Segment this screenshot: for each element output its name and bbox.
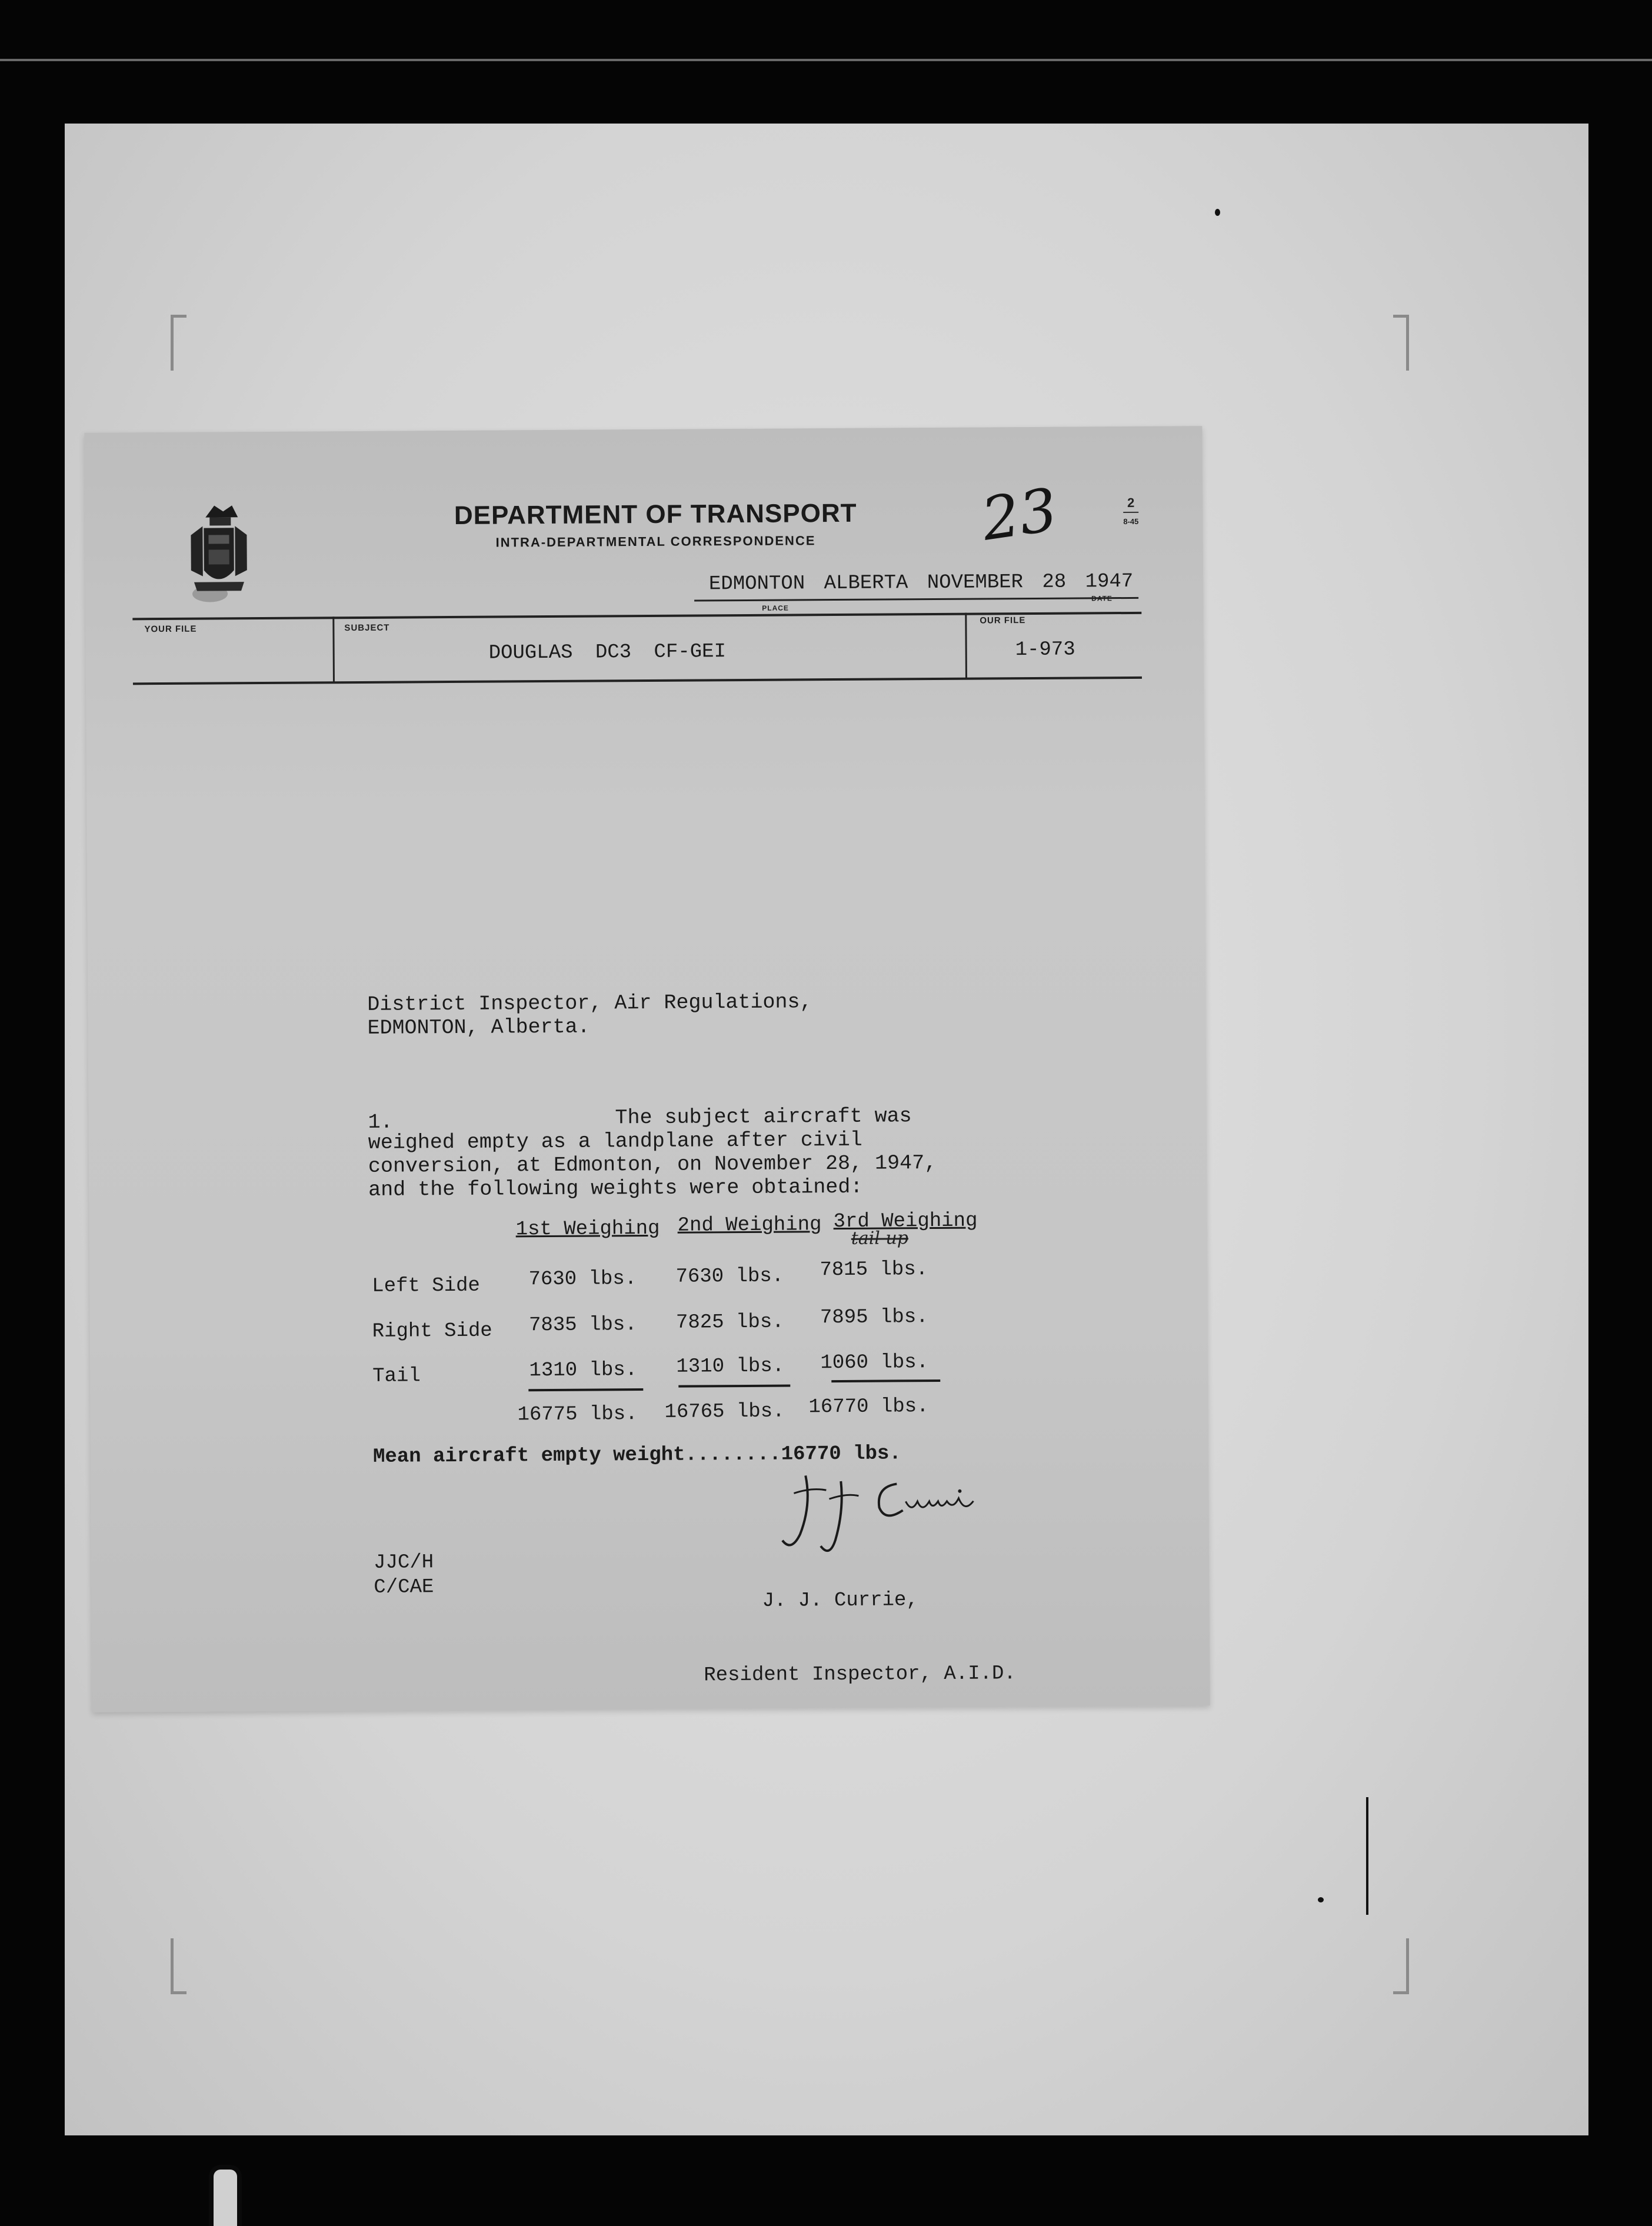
dust-speck [1215,209,1220,216]
reference-line-2: C/CAE [374,1576,434,1599]
scratch-line [1366,1797,1368,1915]
date-label: DATE [1091,594,1113,603]
left-side-2nd: 7630 lbs. [675,1265,784,1288]
handwritten-page-number: 23 [977,475,1062,554]
left-side-3rd: 7815 lbs. [820,1258,928,1282]
sum-rule-2 [678,1385,790,1388]
crop-mark-bottom-right [1393,1938,1409,1994]
row-label-left-side: Left Side [372,1274,481,1298]
total-2nd: 16765 lbs. [664,1400,785,1424]
form-code: 8-45 [1123,512,1138,531]
handwritten-tail-up-note: tail up [851,1228,909,1249]
subject-label: SUBJECT [344,622,390,634]
paragraph-line-2: weighed empty as a landplane after civil [368,1128,863,1155]
paragraph-line-4: and the following weights were obtained: [368,1175,863,1202]
form-number [1123,494,1138,531]
tail-1st: 1310 lbs. [529,1359,638,1382]
paragraph-line-3: conversion, at Edmonton, on November 28, 1947, [368,1151,937,1178]
reference-line-1: JJC/H [374,1551,434,1574]
right-side-2nd: 7825 lbs. [675,1311,784,1334]
tail-2nd: 1310 lbs. [676,1355,785,1378]
signature-block [703,1538,1017,1737]
header-rule-bottom [133,677,1142,685]
sum-rule-3 [831,1379,940,1382]
department-title: DEPARTMENT OF TRANSPORT [454,498,857,530]
our-file-value: 1-973 [1015,638,1075,662]
your-file-label: YOUR FILE [144,624,197,635]
header-divider-1 [332,617,335,683]
crop-mark-top-right [1393,315,1409,371]
form-number-value: 2 [1127,495,1135,510]
place-date-value: EDMONTON ALBERTA NOVEMBER 28 1947 [708,570,1134,596]
crop-mark-bottom-left [171,1938,186,1994]
row-label-tail: Tail [372,1365,421,1388]
signatory-name: J. J. Currie, [762,1589,918,1612]
subject-value: DOUGLAS DC3 CF-GEI [488,641,727,665]
paragraph-line-1: The subject aircraft was [615,1104,912,1130]
total-1st: 16775 lbs. [517,1403,638,1427]
crop-mark-top-left [171,315,186,371]
place-date-underline [694,597,1138,602]
correspondence-subtitle: INTRA-DEPARTMENTAL CORRESPONDENCE [495,533,816,550]
row-label-right-side: Right Side [372,1319,492,1343]
film-edge-line [0,59,1652,61]
our-file-label: OUR FILE [980,615,1026,626]
column-header-2: 2nd Weighing [677,1214,822,1237]
right-side-1st: 7835 lbs. [528,1314,637,1337]
column-header-3: 3rd Weighing [833,1209,978,1234]
signatory-title: Resident Inspector, A.I.D. [704,1662,1016,1687]
addressee-line-2: EDMONTON, Alberta. [367,1015,590,1040]
column-header-1: 1st Weighing [515,1217,660,1241]
memo-sheet [84,426,1210,1712]
sum-rule-1 [528,1388,643,1391]
place-label: PLACE [762,604,789,612]
dust-speck [1318,1897,1324,1902]
mean-weight-line: Mean aircraft empty weight........16770 lbs. [372,1442,901,1468]
left-side-1st: 7630 lbs. [528,1268,637,1291]
total-3rd: 16770 lbs. [808,1395,929,1419]
addressee-line-1: District Inspector, Air Regulations, [367,990,812,1017]
reference-initials [374,1550,434,1600]
film-mark-bottom-left [209,2165,242,2226]
header-divider-2 [965,613,967,679]
paragraph-number: 1. [368,1110,393,1134]
tail-3rd: 1060 lbs. [820,1351,929,1375]
right-side-3rd: 7895 lbs. [820,1306,928,1329]
